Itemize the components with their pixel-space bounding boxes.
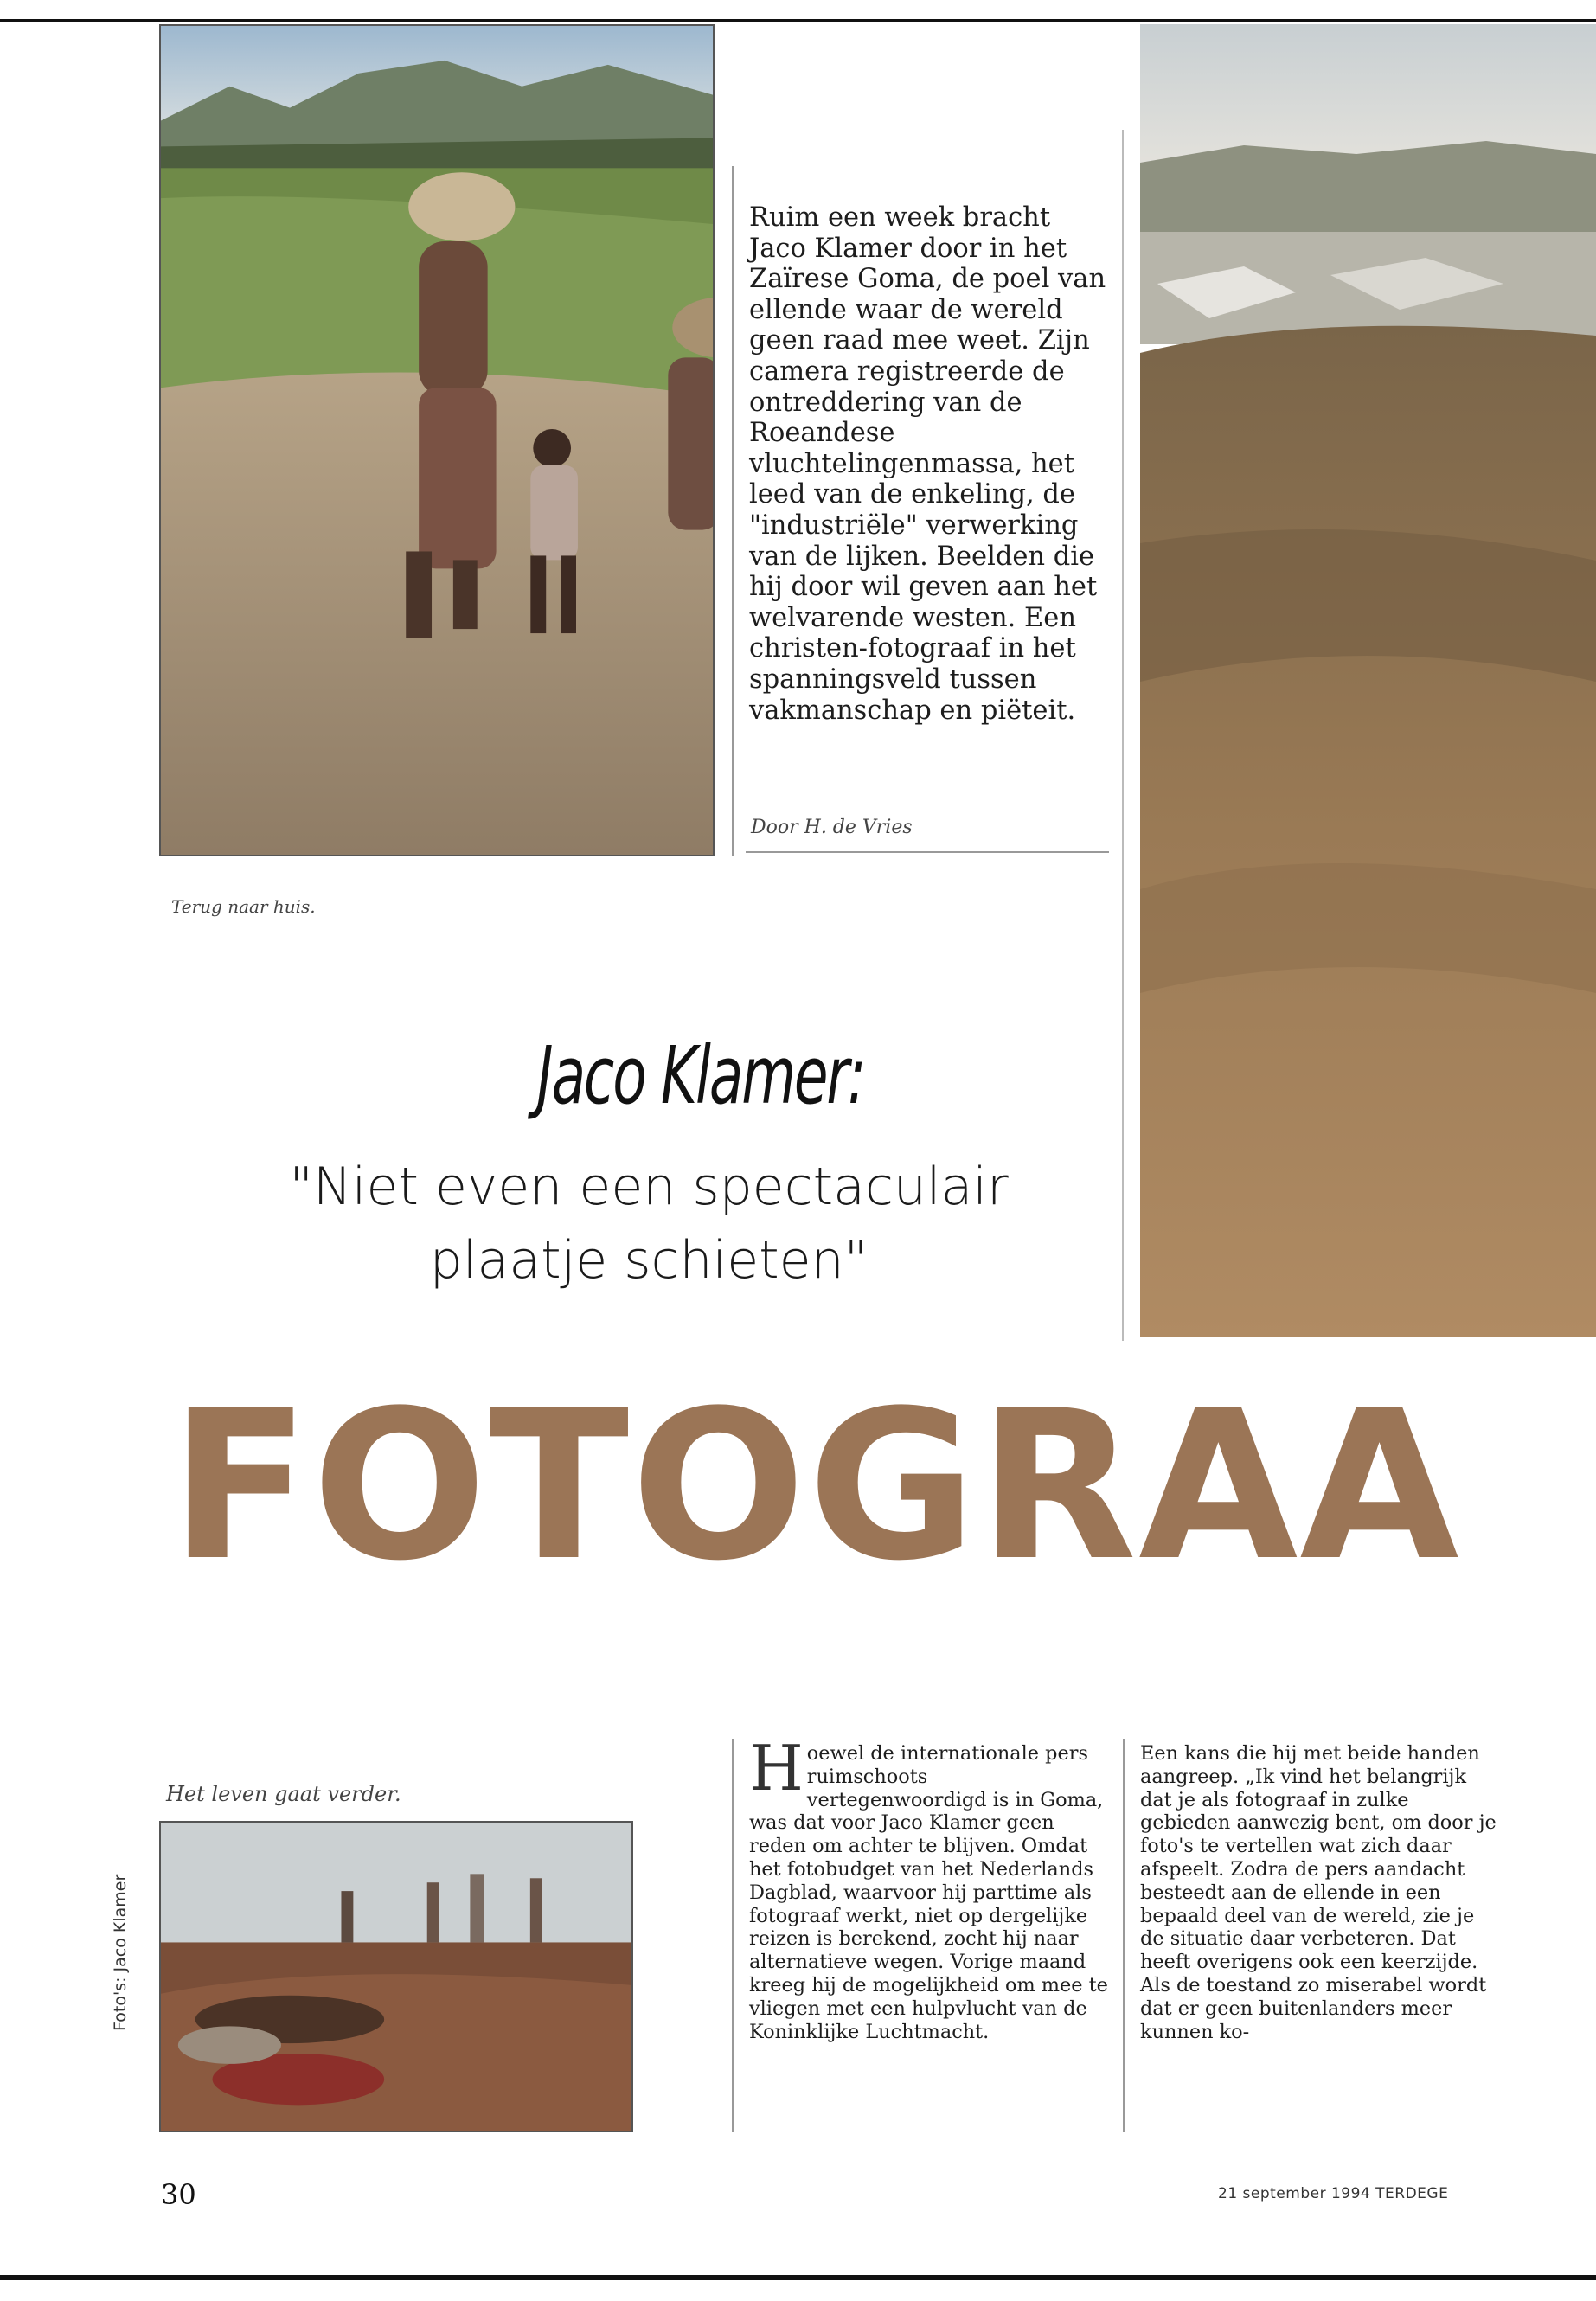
bottom-border [0,2275,1596,2280]
page-number: 30 [161,2178,196,2211]
top-border [0,19,1596,22]
photo-caption: Terug naar huis. [171,896,316,917]
body-column-1-text: oewel de internationale pers ruimschoots vertegenwoordigd is in Goma, was dat voor Jaco Klamer geen reden om achter te blijven. Omdat het fotobudget van het Nederlands Dagblad, waarvoor hij parttime als fotograaf werkt, niet op dergelijke reizen is berekend, zocht hij naar alternatieve wegen. Vorige maand kreeg hij de mogelijkheid om mee te vliegen met een hulpvlucht van de Koninklijke Luchtmacht. [749,1742,1108,2043]
photo-refugee-camp [1140,24,1596,1337]
headline-quote: "Niet even een spectaculair plaatje schieten" [289,1157,1009,1291]
photo-walking-home [159,24,715,856]
intro-paragraph: Ruim een week bracht Jaco Klamer door in het Zaïrese Goma, de poel van ellende waar de wereld geen raad mee weet. Zijn camera registreerde de ontreddering van de Roeandese vluchtelingenmassa, het leed van de enkeling, de "industriële" verwerking van de lijken. Beelden die hij door wil geven aan het welvarende westen. Een christen-fotograaf in het spanningsveld tussen vakmanschap en piëteit. [749,202,1106,726]
footer-issue-date: 21 september 1994 TERDEGE [1218,2185,1449,2202]
section-title-fotograaf: FOTOGRAA [170,1367,1461,1606]
photo-credit: Foto's: Jaco Klamer [111,1874,130,2031]
photo-caption: Het leven gaat verder. [166,1782,401,1806]
byline-rule [746,851,1109,853]
column-rule [1122,130,1124,1341]
body-column-2: Een kans die hij met beide handen aangreep. „Ik vind het belangrijk dat je als fotograaf in zulke gebieden aanwezig bent, om door je foto's te vertellen wat zich daar afspeelt. Zodra de pers aandacht besteedt aan de ellende in een bepaald deel van de wereld, zie je de situatie daar verbeteren. Dat heeft overigens ook een keerzijde. Als de toestand zo miserabel wordt dat er geen buitenlanders meer kunnen ko- [1140,1742,1497,2043]
column-rule [732,166,734,856]
photo-bodies-image [161,1823,631,2131]
column-rule [732,1739,734,2132]
body-column-1 [749,1732,1112,2043]
column-rule [1123,1739,1125,2132]
photo-walking-home-image [161,26,713,855]
headline-name: Jaco Klamer: [536,1029,865,1122]
byline: Door H. de Vries [751,817,913,838]
photo-refugee-camp-image [1140,24,1596,1337]
drop-cap: H [749,1732,804,1804]
photo-bodies [159,1821,633,2132]
